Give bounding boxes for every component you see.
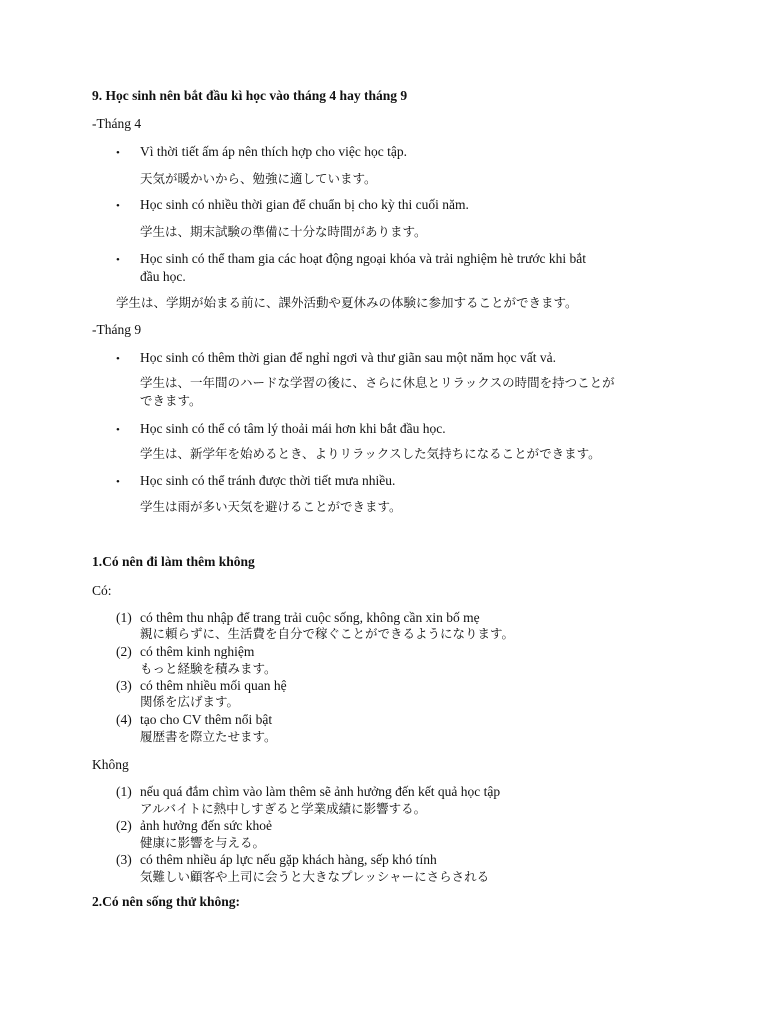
bullet: • — [116, 424, 120, 436]
yes-item-4-num: (4) — [116, 712, 132, 727]
no-item-3-num: (3) — [116, 852, 132, 867]
sept-item-1-vi: Học sinh có thêm thời gian để nghỉ ngơi và thư giãn sau một năm học vất vả. — [140, 350, 557, 365]
bullet: • — [116, 476, 120, 488]
yes-item-4-vi: tạo cho CV thêm nổi bật — [140, 712, 273, 727]
no-item-3-vi: có thêm nhiều áp lực nếu gặp khách hàng, sếp khó tính — [140, 852, 437, 867]
yes-item-2-vi: có thêm kinh nghiệm — [140, 644, 255, 659]
april-item-3-vi-line1: Học sinh có thể tham gia các hoạt động ngoại khóa và trải nghiệm hè trước khi bắt — [140, 251, 586, 266]
sept-item-3-ja: 学生は雨が多い天気を避けることができます。 — [140, 499, 402, 514]
no-item-1-vi: nếu quá đắm chìm vào làm thêm sẽ ảnh hưởng đến kết quả học tập — [140, 784, 501, 799]
yes-item-2-num: (2) — [116, 644, 132, 659]
yes-label: Có: — [92, 583, 112, 598]
april-item-3-vi-line2: đầu học. — [140, 269, 186, 284]
bullet: • — [116, 147, 120, 159]
yes-item-4-ja: 履歴書を際立たせます。 — [140, 729, 277, 744]
sept-item-1-ja-line2: できます。 — [140, 393, 202, 408]
yes-item-2-ja: もっと経験を積みます。 — [140, 661, 277, 676]
april-label: -Tháng 4 — [92, 116, 142, 131]
no-item-3-ja: 気難しい顧客や上司に会うと大きなプレッシャーにさらされる — [140, 869, 490, 884]
april-item-3-ja: 学生は、学期が始まる前に、課外活動や夏休みの体験に参加することができます。 — [116, 295, 578, 310]
april-item-1-ja: 天気が暖かいから、勉強に適しています。 — [140, 171, 377, 186]
no-label: Không — [92, 757, 129, 772]
no-item-2-num: (2) — [116, 818, 132, 833]
sept-item-2-vi: Học sinh có thể có tâm lý thoải mái hơn khi bắt đầu học. — [140, 421, 446, 436]
no-item-2-vi: ảnh hưởng đến sức khoẻ — [140, 818, 272, 833]
sept-item-3-vi: Học sinh có thể tránh được thời tiết mưa nhiều. — [140, 473, 396, 488]
april-item-2-vi: Học sinh có nhiều thời gian để chuẩn bị cho kỳ thi cuối năm. — [140, 197, 469, 212]
no-item-2-ja: 健康に影響を与える。 — [140, 835, 266, 850]
bullet: • — [116, 353, 120, 365]
bullet: • — [116, 254, 120, 266]
no-item-1-ja: アルバイトに熱中しすぎると学業成績に影響する。 — [140, 801, 427, 816]
sept-label: -Tháng 9 — [92, 322, 142, 337]
section-2-title: 2.Có nên sống thử không: — [92, 894, 241, 909]
sept-item-2-ja: 学生は、新学年を始めるとき、よりリラックスした気持ちになることができます。 — [140, 446, 601, 461]
april-item-1-vi: Vì thời tiết ấm áp nên thích hợp cho việc học tập. — [140, 144, 407, 159]
yes-item-3-num: (3) — [116, 678, 132, 693]
yes-item-1-vi: có thêm thu nhập để trang trải cuộc sống, không cần xin bố mẹ — [140, 610, 480, 625]
sept-item-1-ja-line1: 学生は、一年間のハードな学習の後に、さらに休息とリラックスの時間を持つことが — [140, 375, 615, 390]
section-9-title: 9. Học sinh nên bắt đầu kì học vào tháng 4 hay tháng 9 — [92, 88, 408, 103]
section-1-title: 1.Có nên đi làm thêm không — [92, 554, 255, 569]
no-item-1-num: (1) — [116, 784, 132, 799]
yes-item-3-vi: có thêm nhiều mối quan hệ — [140, 678, 287, 693]
yes-item-3-ja: 関係を広げます。 — [140, 694, 240, 709]
yes-item-1-ja: 親に頼らずに、生活費を自分で稼ぐことができるようになります。 — [140, 626, 515, 641]
yes-item-1-num: (1) — [116, 610, 132, 625]
bullet: • — [116, 200, 120, 212]
april-item-2-ja: 学生は、期末試験の準備に十分な時間があります。 — [140, 224, 427, 239]
